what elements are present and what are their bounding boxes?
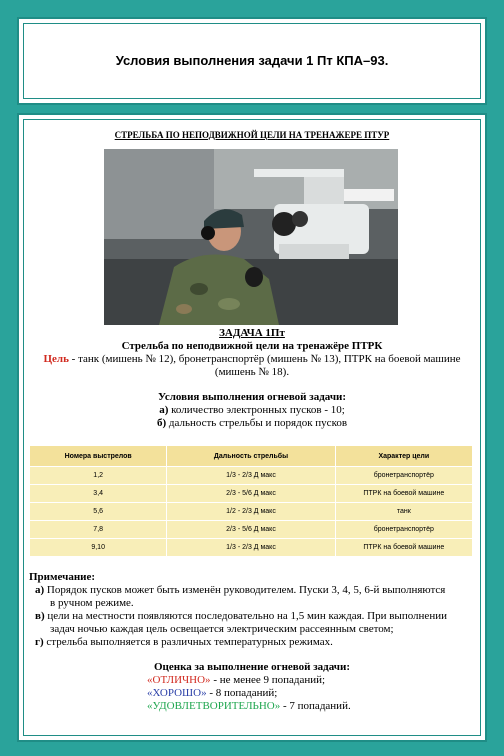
target-label: Цель: [43, 353, 69, 365]
cell-shots: 9,10: [30, 539, 167, 557]
note-a-mark: а): [35, 584, 45, 596]
note-a: [29, 584, 475, 597]
grade-good-text: - 8 попаданий;: [206, 687, 278, 699]
table-row: [30, 485, 473, 503]
cond-a-mark: а): [159, 404, 169, 416]
task-title: Стрельба по неподвижной цели на тренажёре ПТРК: [121, 340, 383, 352]
table-row: [30, 467, 473, 485]
col-header-range: Дальность стрельбы: [167, 446, 335, 467]
table-header-row: [30, 446, 473, 467]
note-b-mark: в): [35, 610, 45, 622]
cell-target: ПТРК на боевой машине: [335, 539, 472, 557]
grades-title: Оценка за выполнение огневой задачи:: [153, 661, 351, 673]
table-row: [30, 521, 473, 539]
conditions-title: Условия выполнения огневой задачи:: [157, 391, 347, 403]
cell-target: бронетранспортёр: [335, 521, 472, 539]
note-g: [29, 636, 475, 649]
trainer-photo: [104, 149, 398, 325]
cell-target: бронетранспортёр: [335, 467, 472, 485]
cond-b-text: дальность стрельбы и порядок пусков: [166, 417, 348, 429]
section-subtitle: СТРЕЛЬБА ПО НЕПОДВИЖНОЙ ЦЕЛИ НА ТРЕНАЖЕРЕ ПТУР: [114, 130, 390, 140]
grade-excellent-label: «ОТЛИЧНО»: [147, 674, 211, 686]
grade-excellent: [29, 674, 475, 687]
task-target-cont: (мишень № 18).: [214, 366, 290, 378]
note-b-cont: задач ночью каждая цель освещается электрическим рассеянным светом;: [50, 623, 394, 635]
condition-a: [29, 404, 475, 417]
grade-satisfactory: [29, 700, 475, 713]
cond-b-mark: б): [156, 417, 167, 429]
cell-target: танк: [335, 503, 472, 521]
cell-range: 2/3 - 5/6 Д макс: [167, 485, 335, 503]
task-name: ЗАДАЧА 1Пт: [219, 327, 285, 339]
main-panel: [17, 113, 487, 742]
cell-shots: 5,6: [30, 503, 167, 521]
note-a-cont: в ручном режиме.: [50, 597, 134, 609]
cell-range: 1/3 - 2/3 Д макс: [167, 539, 335, 557]
note-a-text: Порядок пусков может быть изменён руководителем. Пуски 3, 4, 5, 6-й выполняются: [44, 584, 446, 596]
table-row: [30, 539, 473, 557]
target-text: - танк (мишень № 12), бронетранспортёр (мишень № 13), ПТРК на боевой машине: [68, 353, 461, 365]
grade-satisfactory-label: «УДОВЛЕТВОРИТЕЛЬНО»: [147, 700, 281, 712]
grade-good-label: «ХОРОШО»: [147, 687, 207, 699]
cell-range: 1/3 - 2/3 Д макс: [167, 467, 335, 485]
cell-range: 1/2 - 2/3 Д макс: [167, 503, 335, 521]
task-target: [29, 353, 475, 366]
grade-satisfactory-text: - 7 попаданий.: [280, 700, 351, 712]
col-header-target: Характер цели: [335, 446, 472, 467]
cell-target: ПТРК на боевой машине: [335, 485, 472, 503]
note-title: Примечание:: [29, 571, 96, 583]
page-title: Условия выполнения задачи 1 Пт КПА–93.: [115, 53, 389, 68]
table-row: [30, 503, 473, 521]
note-g-mark: г): [35, 636, 44, 648]
cell-shots: 1,2: [30, 467, 167, 485]
grade-good: [29, 687, 475, 700]
col-header-shots: Номера выстрелов: [30, 446, 167, 467]
firing-table: [29, 445, 473, 557]
grade-excellent-text: - не менее 9 попаданий;: [210, 674, 326, 686]
cond-a-text: количество электронных пусков - 10;: [168, 404, 345, 416]
header-panel: [17, 17, 487, 105]
note-g-text: стрельба выполняется в различных температурных режимах.: [43, 636, 333, 648]
cell-shots: 3,4: [30, 485, 167, 503]
condition-b: [29, 417, 475, 430]
cell-range: 2/3 - 5/6 Д макс: [167, 521, 335, 539]
note-b: [29, 610, 475, 623]
cell-shots: 7,8: [30, 521, 167, 539]
soldier-at-trainer-image: [104, 149, 398, 325]
note-b-text: цели на местности появляются последовательно на 1,5 мин каждая. При выполнении: [44, 610, 447, 622]
